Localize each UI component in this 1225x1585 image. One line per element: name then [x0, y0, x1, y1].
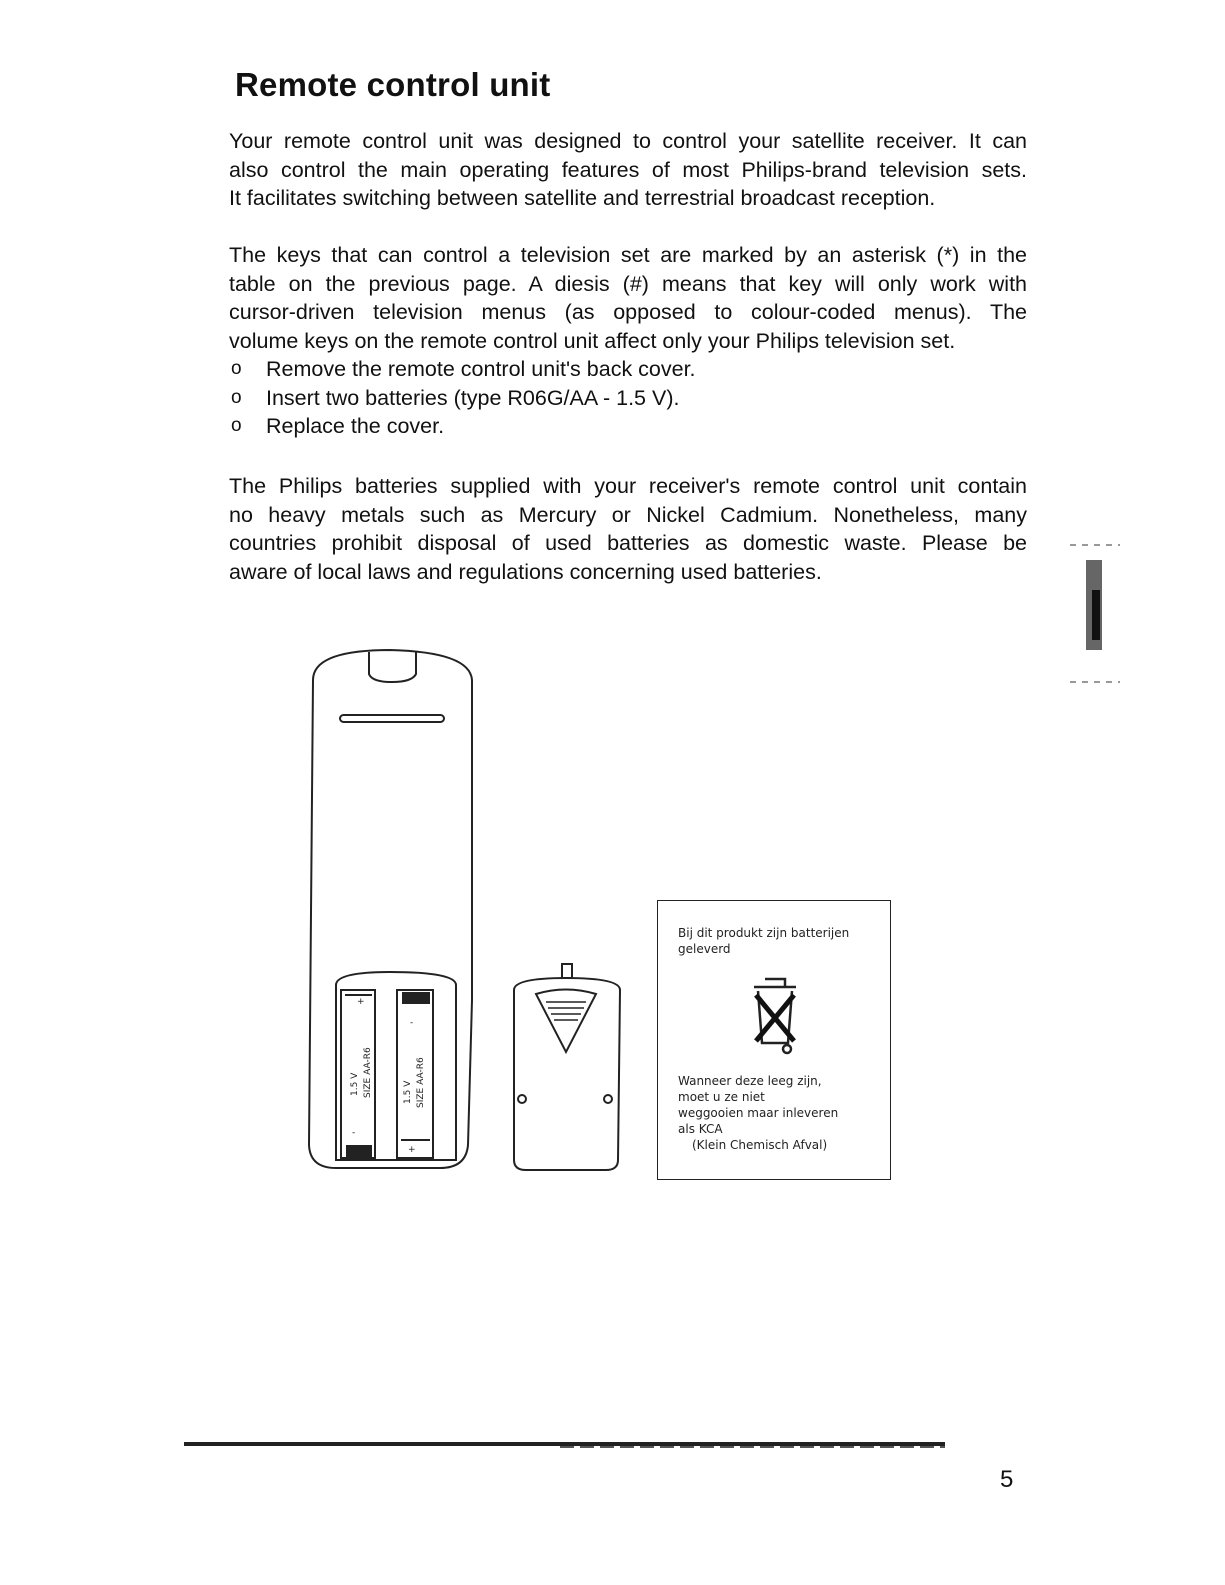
battery-minus-label: - [352, 1128, 356, 1138]
battery-size-label: SIZE AA-R6 [416, 1057, 426, 1108]
keys-line: cursor-driven television menus (as opposed to colour-coded menus). The [229, 300, 1027, 324]
notice-line: geleverd [678, 942, 731, 956]
notice-line: Bij dit produkt zijn batterijen [678, 926, 850, 940]
intro-line: It facilitates switching between satellite and terrestrial broadcast reception. [229, 186, 936, 210]
battery-plus-label: + [357, 997, 365, 1007]
notice-line: als KCA [678, 1122, 723, 1136]
keys-line: volume keys on the remote control unit affect only your Philips television set. [229, 328, 956, 353]
batteries-line: The Philips batteries supplied with your receiver's remote control unit contain [229, 474, 1027, 498]
battery-voltage-label: 1.5 V [403, 1080, 413, 1104]
disposal-notice-box [657, 900, 891, 1180]
notice-line: moet u ze niet [678, 1090, 765, 1104]
keys-line: The keys that can control a television set are marked by an asterisk (*) in the [229, 243, 1027, 267]
notice-bottom-text [678, 1073, 888, 1153]
back-cover-outline [514, 978, 620, 1170]
notice-line: weggooien maar inleveren [678, 1106, 839, 1120]
batteries-line: aware of local laws and regulations concerning used batteries. [229, 559, 822, 584]
batteries-line: countries prohibit disposal of used batteries as domestic waste. Please be [229, 531, 1027, 555]
list-item: o Replace the cover. [229, 412, 696, 441]
crossed-out-wheelie-bin-icon [750, 971, 800, 1061]
battery-right [397, 990, 433, 1158]
notice-line: (Klein Chemisch Afval) [692, 1138, 828, 1152]
battery-voltage-label: 1.5 V [350, 1072, 360, 1096]
remote-body-outline [309, 650, 472, 1168]
list-item: o Remove the remote control unit's back cover. [229, 355, 696, 384]
page-number: 5 [1000, 1466, 1014, 1493]
keys-line: table on the previous page. A diesis (#) means that key will only work with [229, 271, 1027, 296]
notice-line: Wanneer deze leeg zijn, [678, 1074, 822, 1088]
intro-line: also control the main operating features of most Philips-brand television sets. [229, 157, 1027, 182]
battery-plus-label: + [408, 1145, 416, 1155]
battery-minus-label: - [410, 1018, 414, 1028]
page-title: Remote control unit [235, 66, 551, 103]
list-item: o Insert two batteries (type R06G/AA - 1.5 V). [229, 384, 696, 413]
remote-top-notch [369, 652, 416, 682]
remote-slot [340, 715, 444, 722]
intro-line: Your remote control unit was designed to control your satellite receiver. It can [229, 129, 1027, 153]
notice-top-text [678, 925, 883, 957]
battery-size-label: SIZE AA-R6 [363, 1047, 373, 1098]
batteries-line: no heavy metals such as Mercury or Nickel Cadmium. Nonetheless, many [229, 502, 1027, 527]
